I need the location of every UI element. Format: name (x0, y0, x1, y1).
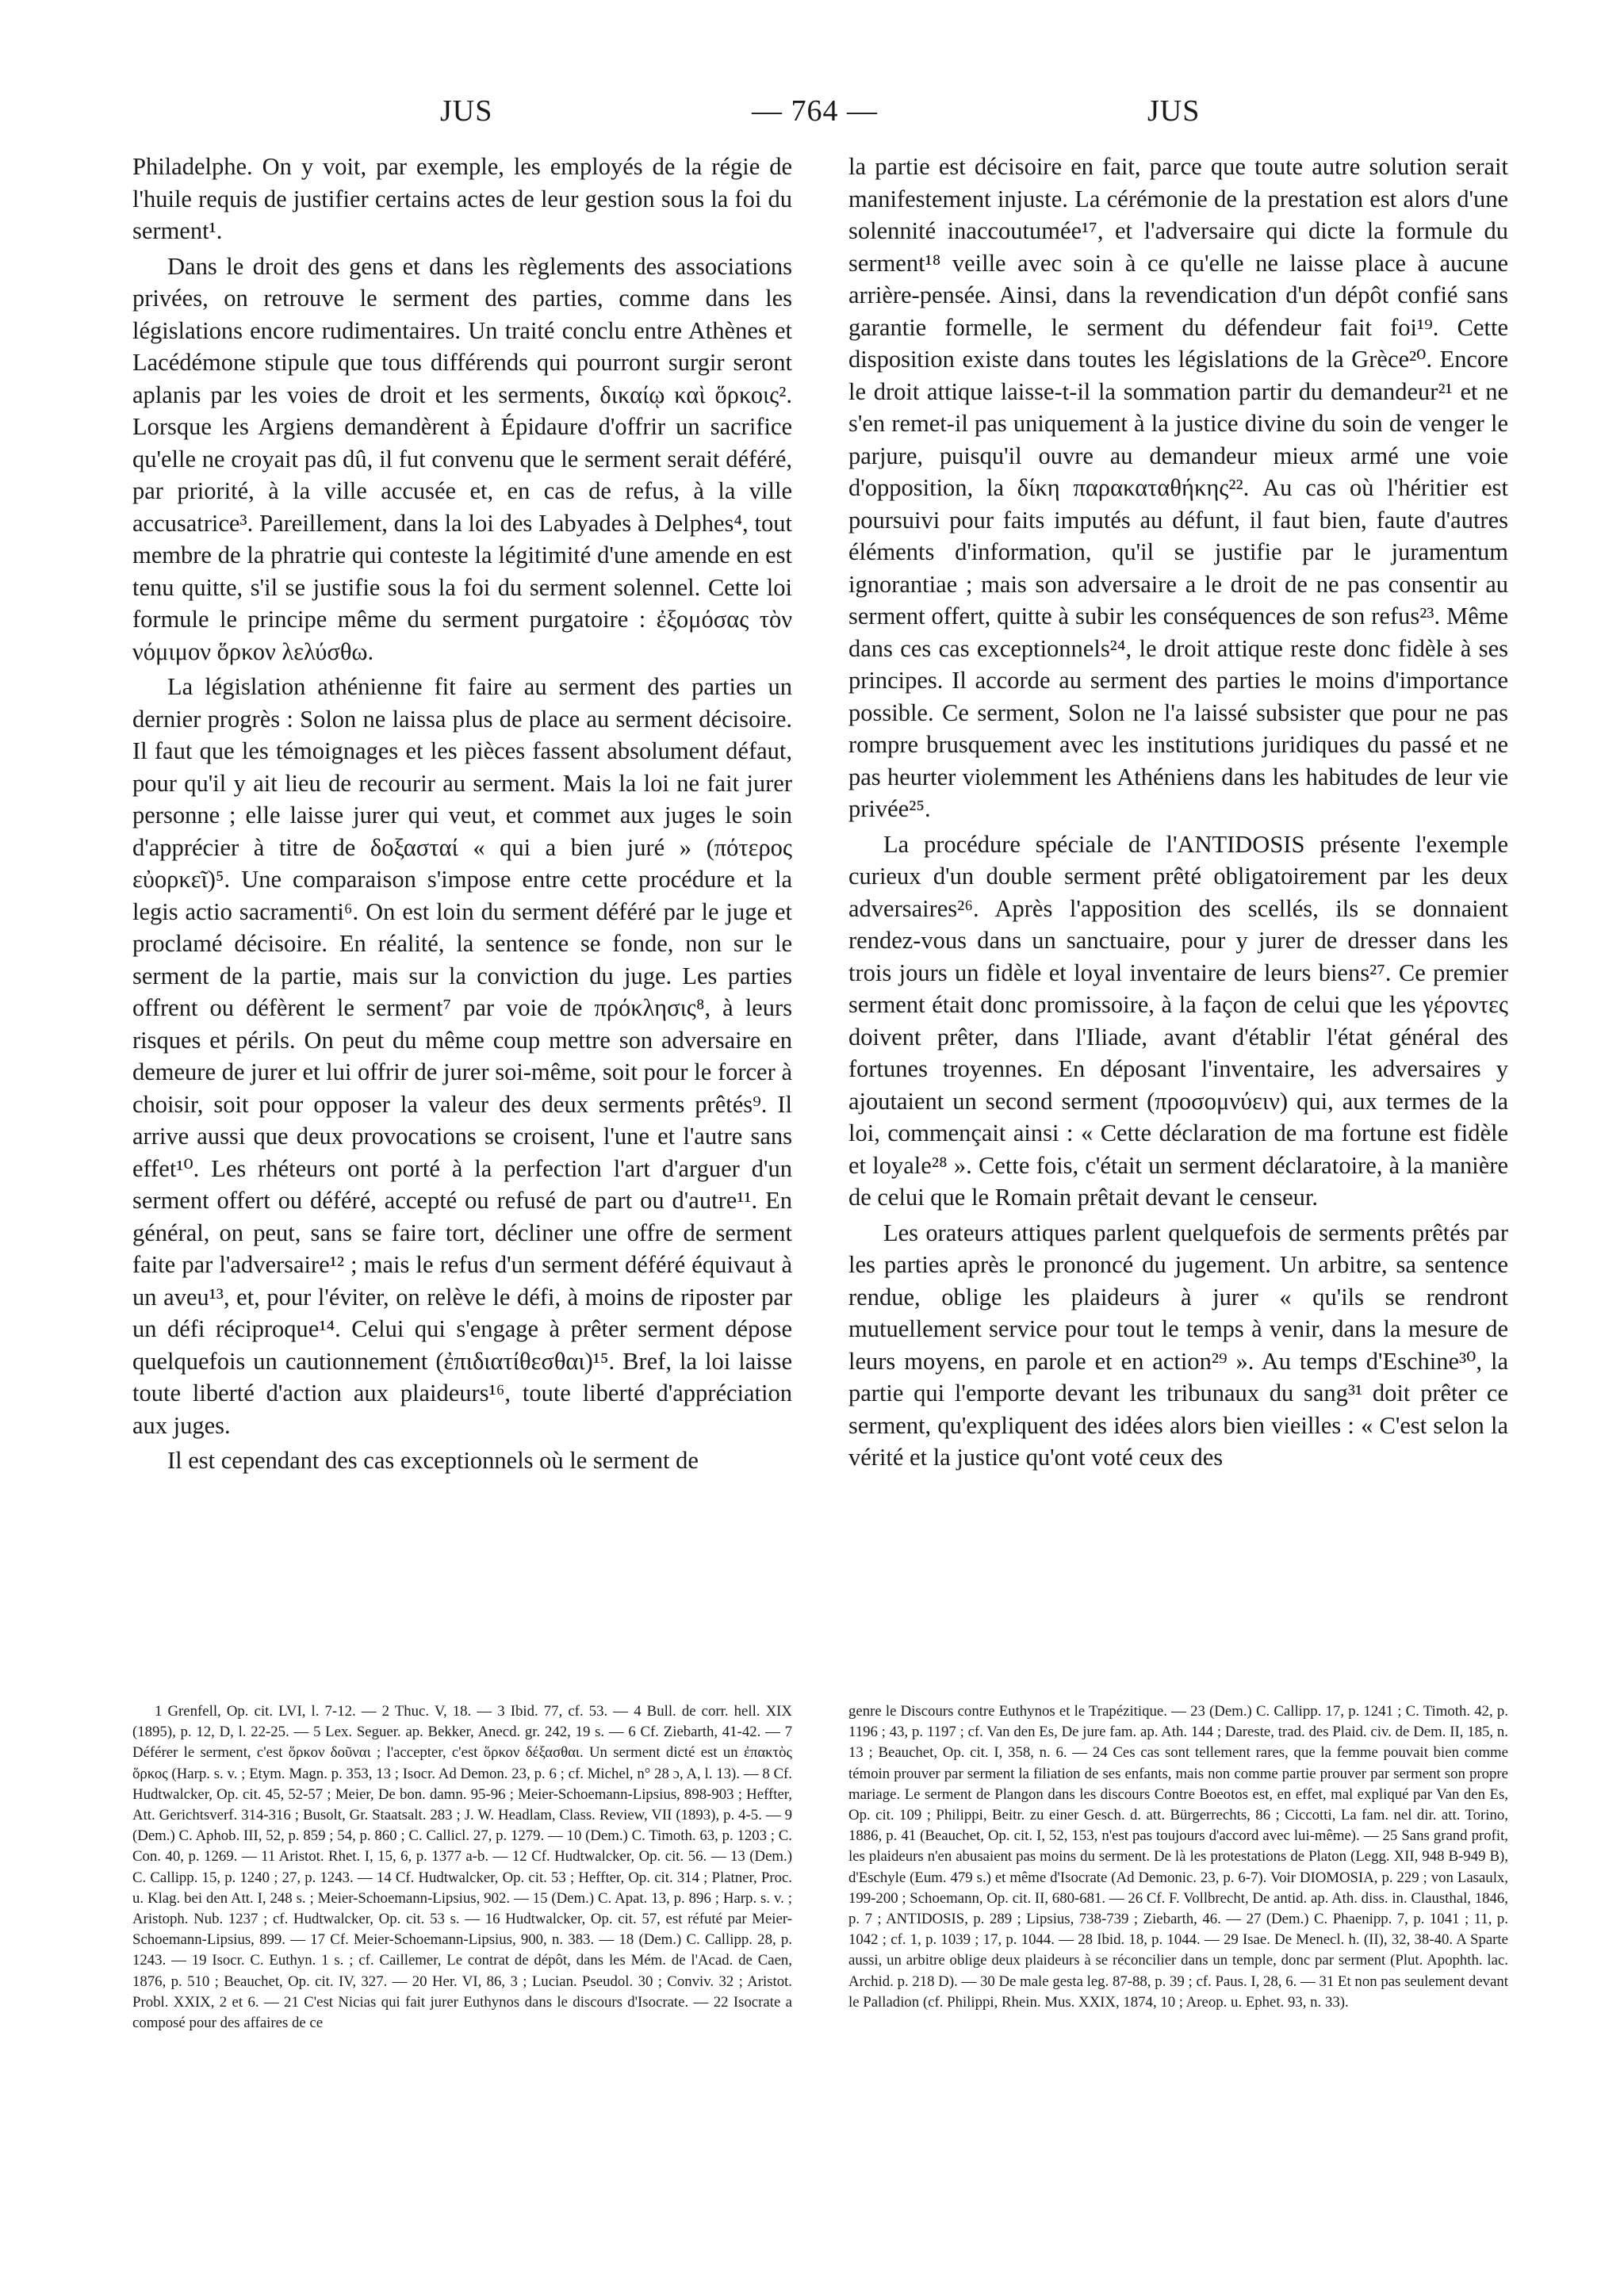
running-head-left: JUS (440, 94, 493, 128)
footnotes-left (132, 1701, 792, 2034)
footnotes-right (848, 1701, 1508, 2013)
paragraph: Philadelphe. On y voit, par exemple, les employés de la régie de l'huile requis de justifier certains actes de leur gestion sous la foi du serment¹. (132, 153, 792, 244)
footnotes-text: 1 Grenfell, Op. cit. LVI, l. 7-12. — 2 Thuc. V, 18. — 3 Ibid. 77, cf. 53. — 4 Bull. de corr. hell. XIX (1895), p. 12, D, l. 22-25. — 5 Lex. Seguer. ap. Bekker, Anecd. gr. 242, 19 s. — 6 Cf. Ziebarth, 41-42. — 7 Déférer le serment, c'est ὅρκον δοῦναι ; l'accepter, c'est ὅρκον δέξασθαι. Un serment dicté est un ἐπακτὸς ὅρκος (Harp. s. v. ; Etym. Magn. p. 353, 13 ; Isocr. Ad Demon. 23, p. 6 ; cf. Michel, n° 28 ɔ, A, l. 13). — 8 Cf. Hudtwalcker, Op. cit. 45, 52-57 ; Meier, De bon. damn. 95-96 ; Meier-Schoemann-Lipsius, 898-903 ; Heffter, Att. Gerichtsverf. 314-316 ; Busolt, Gr. Staatsalt. 283 ; J. W. Headlam, Class. Review, VII (1893), p. 4-5. — 9 (Dem.) C. Aphob. III, 52, p. 859 ; 54, p. 860 ; C. Callicl. 27, p. 1279. — 10 (Dem.) C. Timoth. 63, p. 1203 ; C. Con. 40, p. 1269. — 11 Aristot. Rhet. I, 15, 6, p. 1377 a-b. — 12 Cf. Hudtwalcker, Op. cit. 56. — 13 (Dem.) C. Callipp. 15, p. 1240 ; 27, p. 1243. — 14 Cf. Hudtwalcker, Op. cit. 53 ; Heffter, Op. cit. 314 ; Platner, Proc. u. Klag. bei den Att. I, 248 s. ; Meier-Schoemann-Lipsius, 902. — 15 (Dem.) C. Apat. 13, p. 896 ; Harp. s. v. ; Aristoph. Nub. 1237 ; cf. Hudtwalcker, Op. cit. 53 s. — 16 Hudtwalcker, Op. cit. 57, est réfuté par Meier-Schoemann-Lipsius, 899. — 17 Cf. Meier-Schoemann-Lipsius, 900, n. 383. — 18 (Dem.) C. Callipp. 28, p. 1243. — 19 Isocr. C. Euthyn. 1 s. ; cf. Caillemer, Le contrat de dépôt, dans les Mém. de l'Acad. de Caen, 1876, p. 510 ; Beauchet, Op. cit. IV, 327. — 20 Her. VI, 86, 3 ; Lucian. Pseudol. 30 ; Conviv. 32 ; Aristot. Probl. XXIX, 2 et 6. — 21 C'est Nicias qui fait jurer Euthynos dans le discours d'Isocrate. — 22 Isocrate a composé pour des affaires de ce (132, 1703, 792, 2032)
paragraph: Dans le droit des gens et dans les règlements des associations privées, on retrouve le serment des parties, comme dans les législations encore rudimentaires. Un traité conclu entre Athènes et Lacédémone stipule que tous différends qui pourront surgir seront aplanis par les voies de droit et les serments, δικαίῳ καὶ ὅρκοις². Lorsque les Argiens demandèrent à Épidaure d'offrir un sacrifice qu'elle ne croyait pas dû, il fut convenu que le serment serait déféré, par priorité, à la ville accusée et, en cas de refus, à la ville accusatrice³. Pareillement, dans la loi des Labyades à Delphes⁴, tout membre de la phratrie qui conteste la légitimité d'une amende en est tenu quitte, s'il se justifie sous la foi du serment solennel. Cette loi formule le principe même du serment purgatoire : ἐξομόσας τὸν νόμιμον ὅρκον λελύσθω. (132, 252, 792, 665)
page-number: — 764 — (752, 94, 878, 128)
paragraph: Il est cependant des cas exceptionnels où le serment de (167, 1447, 699, 1474)
footnotes-text: genre le Discours contre Euthynos et le Trapézitique. — 23 (Dem.) C. Callipp. 17, p. 1241 ; C. Timoth. 42, p. 1196 ; 43, p. 1197 ; cf. Van den Es, De jure fam. ap. Ath. 144 ; Dareste, trad. des Plaid. civ. de Dem. II, 185, n. 13 ; Beauchet, Op. cit. I, 358, n. 6. — 24 Ces cas sont tellement rares, que la femme pouvait bien comme témoin prouver par serment la filiation de ses enfants, mais non comme partie prouver par serment son propre mariage. Le serment de Plangon dans les discours Contre Boeotos est, en effet, mal expliqué par Van den Es, Op. cit. 109 ; Philippi, Beitr. zu einer Gesch. d. att. Bürgerrechts, 86 ; Ciccotti, La fam. nel dir. att. Torino, 1886, p. 41 (Beauchet, Op. cit. I, 52, 153, n'est pas toujours d'accord avec lui-même). — 25 Sans grand profit, les plaideurs n'en abusaient pas moins du serment. De là les protestations de Platon (Legg. XII, 948 B-949 B), d'Eschyle (Eum. 479 s.) et même d'Isocrate (Ad Demonic. 23, p. 6-7). Voir DIOMOSIA, p. 229 ; von Lasaulx, 199-200 ; Schoemann, Op. cit. II, 680-681. — 26 Cf. F. Vollbrecht, De antid. ap. Ath. diss. in. Clausthal, 1846, p. 7 ; ANTIDOSIS, p. 289 ; Lipsius, 738-739 ; Ziebarth, 46. — 27 (Dem.) C. Phaenipp. 7, p. 1041 ; 11, p. 1042 ; cf. 1, p. 1039 ; 17, p. 1044. — 28 Ibid. 18, p. 1044. — 29 Isae. De Menecl. h. (II), 32, 38-40. A Sparte aussi, un arbitre oblige deux plaideurs à se réconcilier dans un temple, donc par serment (Plut. Apophth. lac. Archid. p. 218 D). — 30 De male gesta leg. 87-88, p. 39 ; cf. Paus. I, 28, 6. — 31 Et non pas seulement devant le Palladion (cf. Philippi, Rhein. Mus. XXIX, 1874, 10 ; Areop. u. Ephet. 93, n. 33). (848, 1703, 1508, 2011)
running-head-right: JUS (1147, 94, 1201, 128)
body-column-left (132, 151, 792, 1480)
paragraph: la partie est décisoire en fait, parce que toute autre solution serait manifestement injuste. La cérémonie de la prestation est alors d'une solennité inaccoutumée¹⁷, et l'adversaire qui dicte la formule du serment¹⁸ veille avec soin à ce qu'elle ne laisse place à aucune arrière-pensée. Ainsi, dans la revendication d'un dépôt confié sans garantie formelle, le serment du défendeur fait foi¹⁹. Cette disposition existe dans toutes les législations de la Grèce²⁰. Encore le droit attique laisse-t-il la sommation partir du demandeur²¹ et ne s'en remet-il pas uniquement à la justice divine du soin de venger le parjure, puisqu'il ouvre au demandeur mieux armé une voie d'opposition, la δίκη παρακαταθήκης²². Au cas où l'héritier est poursuivi pour faits imputés au défunt, il faut bien, faute d'autres éléments d'information, qu'il se justifie par le juramentum ignorantiae ; mais son adversaire a le droit de ne pas consentir au serment offert, quitte à subir les conséquences de son refus²³. Même dans ces cas exceptionnels²⁴, le droit attique reste donc fidèle à ses principes. Il accorde au serment des parties le moins d'importance possible. Ce serment, Solon ne l'a laissé subsister que pour ne pas rompre brusquement avec les institutions juridiques du passé et ne pas heurter violemment les Athéniens dans les habitudes de leur vie privée²⁵. (848, 153, 1508, 822)
paragraph: La procédure spéciale de l'ANTIDOSIS présente l'exemple curieux d'un double serment prêté obligatoirement par les deux adversaires²⁶. Après l'apposition des scellés, ils se donnaient rendez-vous dans un sanctuaire, pour y jurer de dresser dans les trois jours un fidèle et loyal inventaire de leurs biens²⁷. Ce premier serment était donc promissoire, à la façon de celui que les γέροντες doivent prêter, dans l'Iliade, avant d'établir l'état général des fortunes troyennes. En déposant l'inventaire, les adversaires y ajoutaient un second serment (προσομνύειν) qui, aux termes de la loi, commençait ainsi : « Cette déclaration de ma fortune est fidèle et loyale²⁸ ». Cette fois, c'était un serment déclaratoire, à la manière de celui que le Romain prêtait devant le censeur. (848, 830, 1508, 1211)
paragraph: Les orateurs attiques parlent quelquefois de serments prêtés par les parties après le prononcé du jugement. Un arbitre, sa sentence rendue, oblige les plaideurs à jurer « qu'ils se rendront mutuellement service pour tout le temps à venir, dans la mesure de leurs moyens, en parole et en action²⁹ ». Au temps d'Eschine³⁰, la partie qui l'emporte devant les tribunaux du sang³¹ doit prêter ce serment, qu'expliquent des idées alors bien vieilles : « C'est selon la vérité et la justice qu'ont voté ceux des (848, 1219, 1508, 1471)
paragraph: La législation athénienne fit faire au serment des parties un dernier progrès : Solon ne laissa plus de place au serment décisoire. Il faut que les témoignages et les pièces fassent absolument défaut, pour qu'il y ait lieu de recourir au serment. Mais la loi ne fait jurer personne ; elle laisse jurer qui veut, et commet aux juges le soin d'apprécier à titre de δοξασταί « qui a bien juré » (πότερος εὐορκεῖ)⁵. Une comparaison s'impose entre cette procédure et la legis actio sacramenti⁶. On est loin du serment déféré par le juge et proclamé décisoire. En réalité, la sentence se fonde, non sur le serment de la partie, mais sur la conviction du juge. Les parties offrent ou défèrent le serment⁷ par voie de πρόκλησις⁸, à leurs risques et périls. On peut du même coup mettre son adversaire en demeure de jurer et lui offrir de jurer soi-même, soit pour le forcer à choisir, soit pour opposer la valeur des deux serments prêtés⁹. Il arrive aussi que deux provocations se croisent, l'une et l'autre sans effet¹⁰. Les rhéteurs ont porté à la perfection l'art d'arguer d'un serment offert ou déféré, accepté ou refusé de part ou d'autre¹¹. En général, on peut, sans se faire tort, décliner une offre de serment faite par l'adversaire¹² ; mais le refus d'un serment déféré équivaut à un aveu¹³, et, pour l'éviter, on relève le défi, à moins de riposter par un défi réciproque¹⁴. Celui qui s'engage à prêter serment dépose quelquefois un cautionnement (ἐπιδιατίθεσθαι)¹⁵. Bref, la loi laisse toute liberté d'action aux plaideurs¹⁶, toute liberté d'appréciation aux juges. (132, 673, 792, 1439)
body-column-right (848, 151, 1508, 1477)
